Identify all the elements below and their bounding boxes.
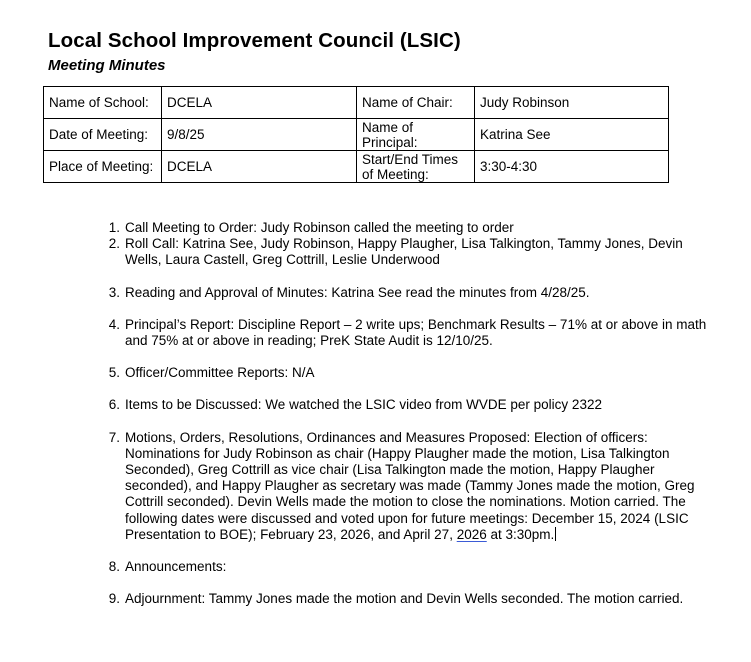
item-text: Items to be Discussed: We watched the LSIC video from WVDE per policy 2322 bbox=[125, 397, 602, 413]
item-text: Reading and Approval of Minutes: Katrina See read the minutes from 4/28/25. bbox=[125, 284, 590, 300]
item-text: Principal’s Report: Discipline Report – 2 write ups; Benchmark Results – 71% at or above in math and 75% at or above in reading; PreK State Audit is 12/10/25. bbox=[125, 316, 707, 349]
item-text: Adjournment: Tammy Jones made the motion and Devin Wells seconded. The motion carried. bbox=[125, 591, 684, 607]
chair-name-label: Name of Chair: bbox=[357, 87, 475, 119]
school-name-label: Name of School: bbox=[44, 87, 162, 119]
meeting-place-label: Place of Meeting: bbox=[44, 151, 162, 183]
item-number: 6. bbox=[108, 397, 120, 413]
item-number: 4. bbox=[108, 316, 120, 332]
item-number: 9. bbox=[108, 591, 120, 607]
item-text: Call Meeting to Order: Judy Robinson called the meeting to order bbox=[125, 220, 514, 235]
list-item bbox=[86, 220, 716, 236]
item-number: 5. bbox=[108, 365, 120, 381]
principal-name-value: Katrina See bbox=[475, 119, 669, 151]
meeting-date-value: 9/8/25 bbox=[162, 119, 357, 151]
item-text-end: at 3:30pm. bbox=[486, 526, 555, 542]
item-text-main: Motions, Orders, Resolutions, Ordinances and Measures Proposed: Election of officers: Nominations for Judy Robinson as chair (Happy Plaugher made the motion, Lisa Talkington Seconded), Greg Cottrill as vice chair (Lisa Talkington made the motion, Happy Plaugher seconded), and Happy Plaugher as secretary was made (Tammy Jones made the motion, Greg Cottrill seconded). Devin Wells made the motion to close the nominations. Motion carried. The following dates were discussed and voted upon for future meetings: December 15, 2024 (LSIC Presentation to BOE); February 23, 2026, and April 27, bbox=[125, 429, 695, 542]
meeting-place-value: DCELA bbox=[162, 151, 357, 183]
table-row bbox=[44, 87, 669, 119]
item-text: Officer/Committee Reports: N/A bbox=[125, 365, 315, 381]
item-number: 7. bbox=[108, 429, 120, 445]
item-text bbox=[125, 430, 695, 542]
item-text: Roll Call: Katrina See, Judy Robinson, Happy Plaugher, Lisa Talkington, Tammy Jones, Devin Wells, Laura Castell, Greg Cottrill, Leslie Underwood bbox=[125, 236, 683, 268]
list-item bbox=[86, 365, 716, 381]
meeting-date-label: Date of Meeting: bbox=[44, 119, 162, 151]
list-item bbox=[86, 317, 716, 349]
chair-name-value: Judy Robinson bbox=[475, 87, 669, 119]
document-subtitle: Meeting Minutes bbox=[48, 57, 166, 74]
item-text: Announcements: bbox=[125, 559, 227, 575]
meeting-times-value: 3:30-4:30 bbox=[475, 151, 669, 183]
item-number: 3. bbox=[108, 284, 120, 300]
list-item bbox=[86, 591, 716, 607]
principal-name-label: Name of Principal: bbox=[357, 119, 475, 151]
item-number: 2. bbox=[108, 236, 120, 252]
table-row bbox=[44, 119, 669, 151]
school-name-value: DCELA bbox=[162, 87, 357, 119]
spellcheck-underlined-word: 2026 bbox=[456, 526, 487, 542]
item-number: 8. bbox=[108, 559, 120, 575]
list-item bbox=[86, 559, 716, 575]
list-item bbox=[86, 236, 716, 268]
document-title: Local School Improvement Council (LSIC) bbox=[48, 29, 461, 52]
item-number: 1. bbox=[108, 220, 120, 235]
list-item bbox=[86, 430, 716, 543]
agenda-list bbox=[86, 220, 716, 607]
text-cursor bbox=[555, 527, 556, 541]
list-item bbox=[86, 285, 716, 301]
meeting-times-label: Start/End Times of Meeting: bbox=[357, 151, 475, 183]
meeting-info-table bbox=[43, 86, 669, 183]
list-item bbox=[86, 397, 716, 413]
table-row bbox=[44, 151, 669, 183]
